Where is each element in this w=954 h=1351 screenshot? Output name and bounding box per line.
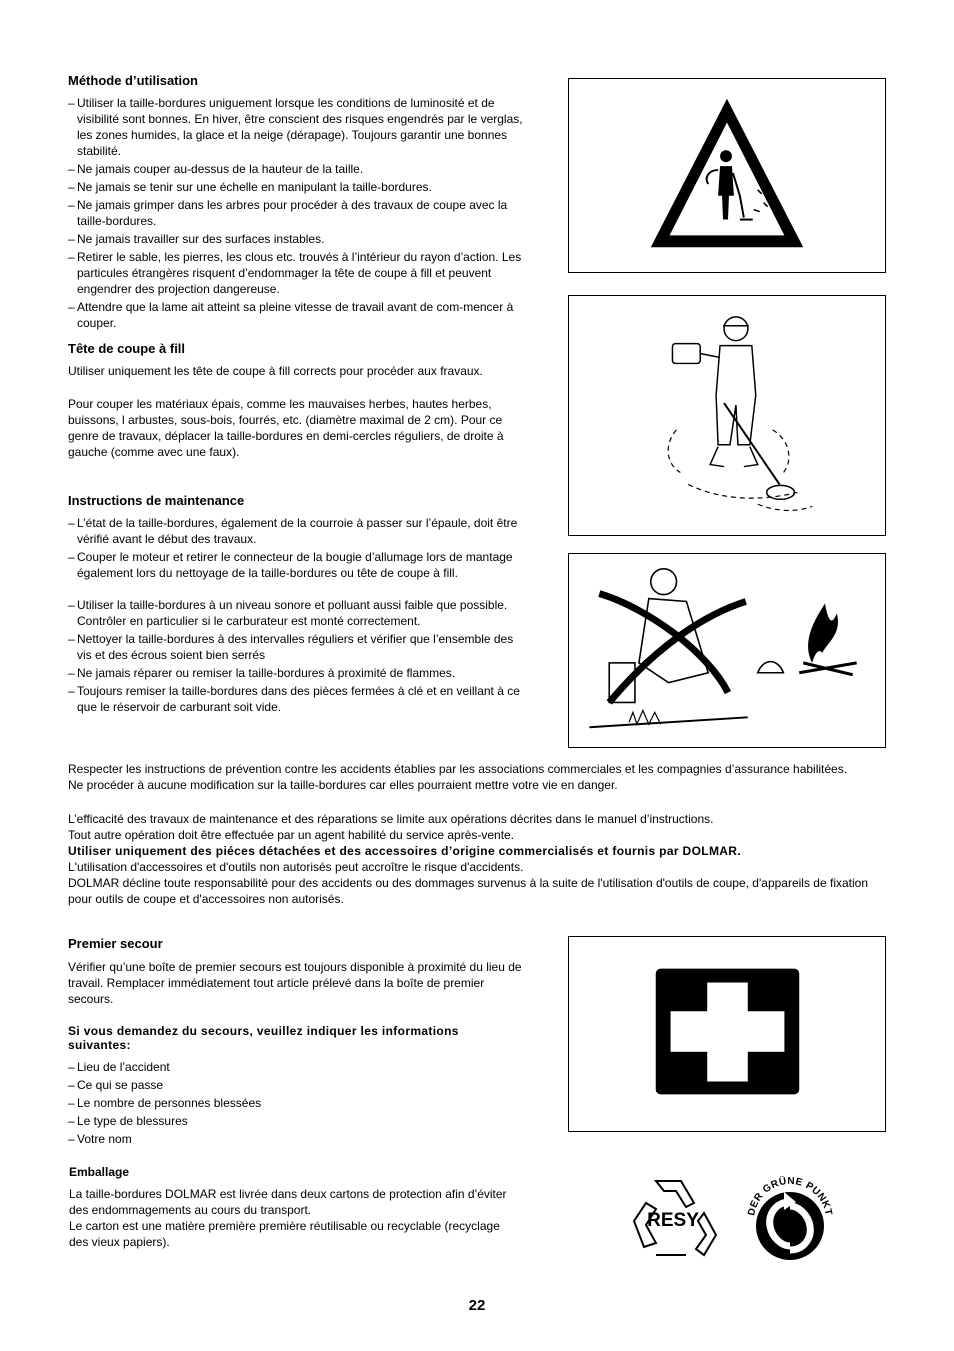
page-number: 22 [468, 1297, 486, 1314]
paragraph-bold: Si vous demandez du secours, veuillez indiquer les informations suivantes: [68, 1024, 459, 1052]
list-item: – Retirer le sable, les pierres, les clous etc. trouvés à l’intérieur du rayon d’action. Les particules étrangères risquent d’endommager la tête de coupe à fill et peuvent engendrer des projection dangereuse. [68, 249, 523, 297]
first-aid-cross-icon [569, 937, 885, 1131]
list-maintenance-a [68, 515, 523, 581]
resy-logo-text: RESY [647, 1210, 699, 1231]
warning-illustration [568, 78, 886, 273]
list-item: – Attendre que la lame ait atteint sa pleine vitesse de travail avant de com-mencer à couper. [68, 299, 523, 331]
paragraph: Respecter les instructions de prévention contre les accidents établies par les associations commerciales et les compagnies d’assurance habilitées. [68, 762, 848, 776]
heading-emballage: Emballage [69, 1165, 130, 1179]
heading-methode: Méthode d’utilisation [68, 73, 198, 88]
section-secours [68, 936, 523, 1149]
paragraph: Tout autre opération doit être effectuée par un agent habilité du service après-vente. [68, 828, 515, 842]
list-maintenance-b [68, 597, 523, 715]
list-item: – Ce qui se passe [68, 1077, 523, 1093]
operator-illustration [568, 295, 886, 536]
section-emballage [69, 1164, 514, 1250]
list-item: – Ne jamais travailler sur des surfaces instables. [68, 231, 523, 247]
trimmer-operator-icon [569, 296, 885, 535]
list-item: – Le type de blessures [68, 1113, 523, 1129]
paragraph: L'utilisation d'accessoires et d'outils non autorisés peut accroître le risque d'accidents. [68, 860, 524, 874]
list-item: – Le nombre de personnes blessées [68, 1095, 523, 1111]
list-item: – Couper le moteur et retirer le connecteur de la bougie d’allumage lors de mantage également lors du nettoyage de la taille-bordures ou tête de coupe à fill. [68, 549, 523, 581]
paragraph: Utiliser uniquement les tête de coupe à fill corrects pour procéder aux fravaux. [68, 364, 483, 378]
section-tete [68, 341, 523, 460]
heading-secours: Premier secour [68, 936, 163, 951]
section-maintenance [68, 493, 523, 717]
warning-triangle-icon [569, 79, 885, 272]
list-item: – Toujours remiser la taille-bordures dans des pièces fermées à clé et en veillant à ce que le réservoir de carburant soit vide. [68, 683, 523, 715]
list-item: – Utiliser la taille-bordures uniguement lorsque les conditions de luminosité et de visibilité sont bonnes. En hiver, être conscient des risques engendrés par le verglas, les zones humides, la glace et la neige (dérapage). Toujours garantir une bonnes stabilité. [68, 95, 523, 159]
paragraph: Ne procéder à aucune modification sur la taille-bordures car elles pourraient mettre votre vie en danger. [68, 778, 618, 792]
paragraph: Pour couper les matériaux épais, comme les mauvaises herbes, hautes herbes, buissons, l arbustes, sous-bois, fourrés, etc. (diamètre maximal de 2 cm). Pour ce genre de travaux, déplacer la taille-bordures en demi-cercles réguliers, de droite à gauche (comme avec une faux). [68, 397, 504, 459]
section-methode [68, 73, 523, 333]
section-general [68, 761, 883, 907]
list-methode [68, 95, 523, 331]
list-item: – Nettoyer la taille-bordures à des intervalles réguliers et vérifier que l’ensemble des vis et des écrous soient bien serrés [68, 631, 523, 663]
list-item: – Lieu de l’accident [68, 1059, 523, 1075]
no-fire-illustration [568, 553, 886, 748]
paragraph: L’efficacité des travaux de maintenance et des réparations se limite aux opérations décrites dans le manuel d’instructions. [68, 812, 714, 826]
paragraph: Vérifier qu’une boîte de premier secours est toujours disponible à proximité du lieu de travail. Remplacer immédiatement tout article prélevé dans la boîte de premier secours. [68, 960, 522, 1006]
list-item: – Ne jamais couper au-dessus de la hauteur de la taille. [68, 161, 523, 177]
first-aid-illustration [568, 936, 886, 1132]
list-item: – Ne jamais réparer ou remiser la taille-bordures à proximité de flammes. [68, 665, 523, 681]
paragraph: La taille-bordures DOLMAR est livrée dans deux cartons de protection afin d’éviter des endommagements au cours du transport. [69, 1187, 507, 1217]
paragraph: Le carton est une matière première première réutilisable ou recyclable (recyclage des vieux papiers). [69, 1219, 500, 1249]
no-flame-refuel-icon [569, 554, 885, 747]
recycle-icon [626, 1173, 721, 1263]
list-item: – L’état de la taille-bordures, également de la courroie à passer sur l’épaule, doit être vérifié avant le début des travaux. [68, 515, 523, 547]
list-item: – Ne jamais grimper dans les arbres pour procéder à des travaux de coupe avec la taille-bordures. [68, 197, 523, 229]
list-item: – Votre nom [68, 1131, 523, 1147]
paragraph: DOLMAR décline toute responsabilité pour des accidents ou des dommages survenus à la suite de l'utilisation d'outils de coupe, d'appareils de fixation pour outils de coupe et d'accessoires non autorisés. [68, 876, 869, 906]
list-secours [68, 1059, 523, 1147]
green-dot-icon [740, 1168, 840, 1264]
gruene-punkt-text: DER GRÜNE PUNKT [746, 1175, 834, 1217]
heading-tete: Tête de coupe à fill [68, 341, 186, 356]
list-item: – Ne jamais se tenir sur une échelle en manipulant la taille-bordures. [68, 179, 523, 195]
heading-maintenance: Instructions de maintenance [68, 493, 245, 508]
paragraph-bold: Utiliser uniquement des piéces détachées et des accessoires d’origine commercialisés et fournis par DOLMAR. [68, 844, 742, 858]
list-item: – Utiliser la taille-bordures à un niveau sonore et polluant aussi faible que possible. Contrôler en particulier si le carburateur est monté correctement. [68, 597, 523, 629]
resy-logo [626, 1173, 721, 1263]
gruene-punkt-logo [740, 1168, 840, 1264]
